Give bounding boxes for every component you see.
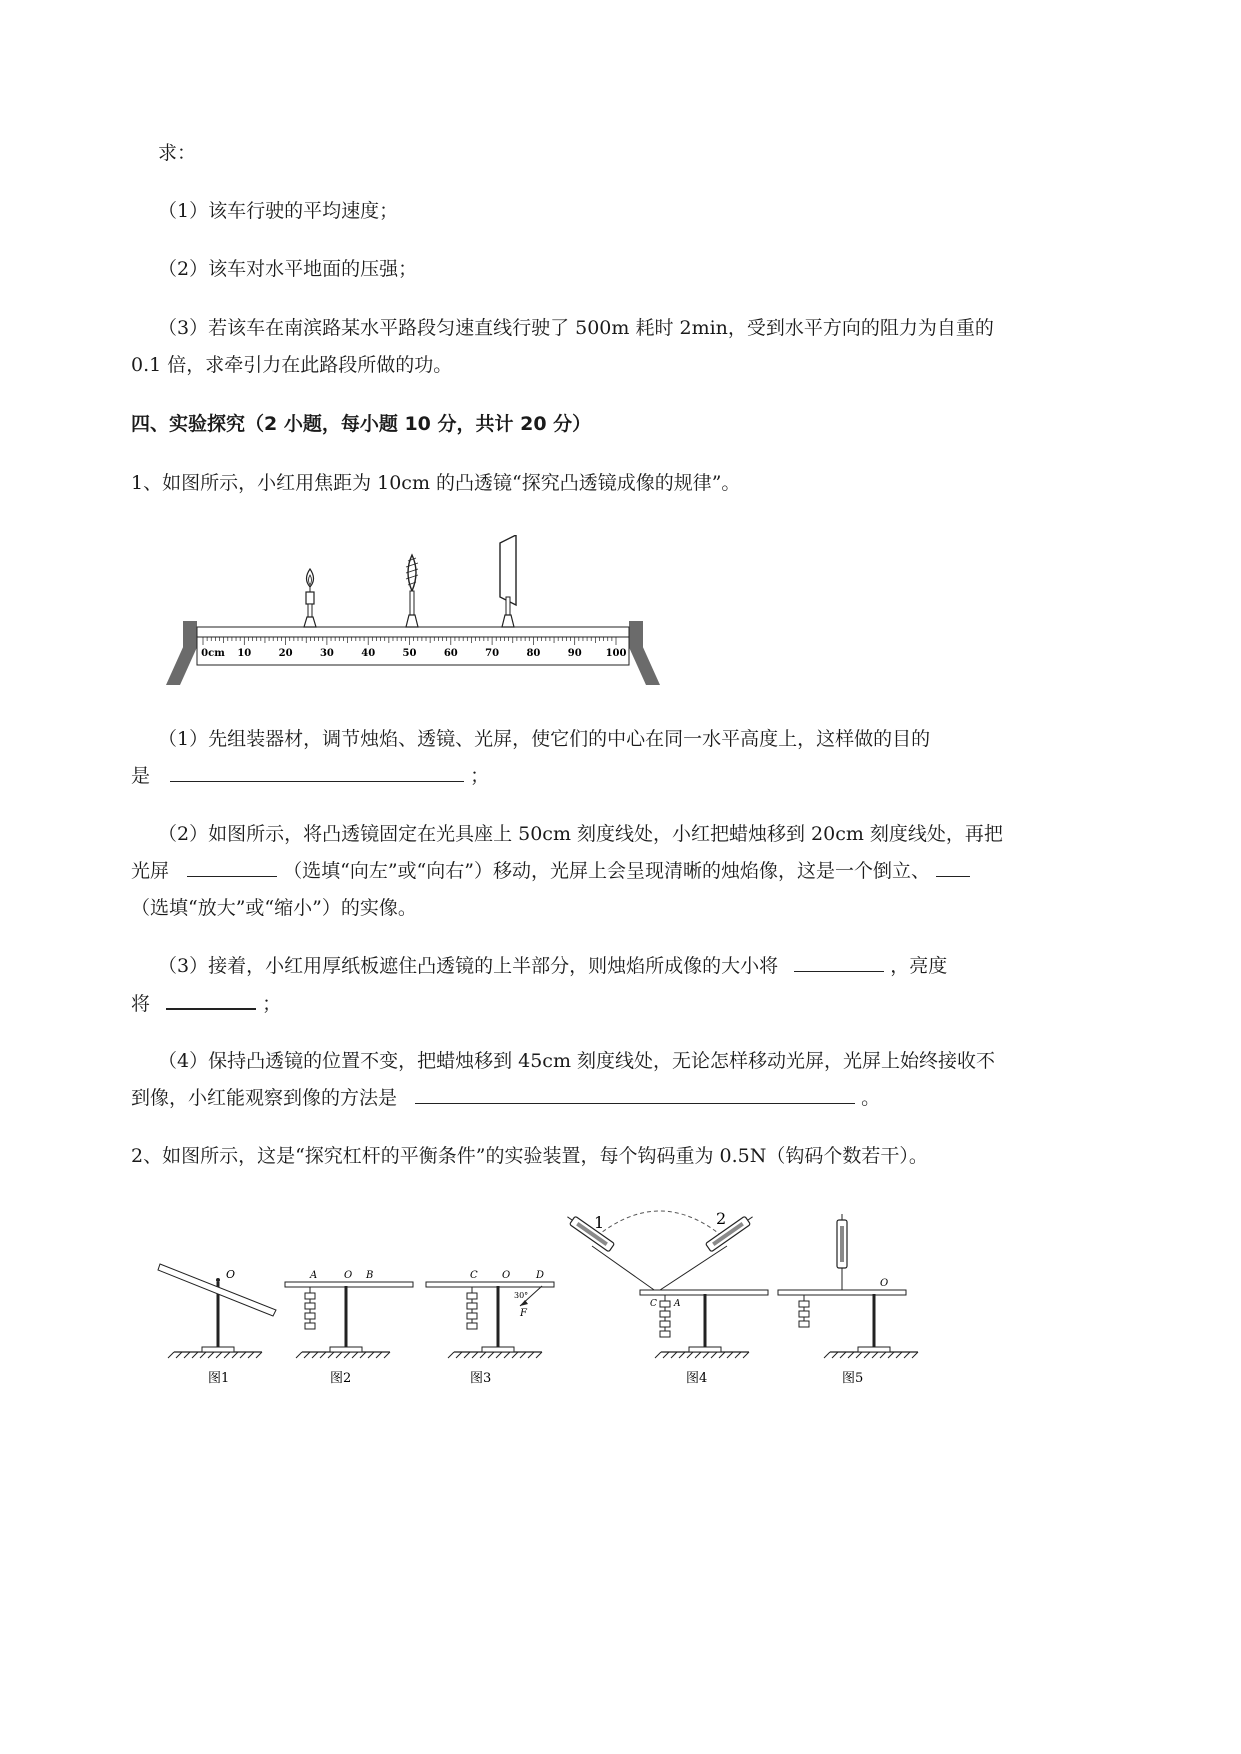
left-end-block: [183, 621, 197, 647]
lever-figure-4: [565, 1209, 768, 1386]
ruler-label-60: 60: [443, 648, 458, 659]
left-leg: [166, 645, 198, 685]
q1-stem: 1、如图所示，小红用焦距为 10cm 的凸透镜“探究凸透镜成像的规律”。: [131, 472, 741, 494]
fig4-spring-2-label: 2: [716, 1209, 727, 1228]
fig3-point-o: O: [502, 1270, 511, 1281]
ruler-label-80: 80: [526, 648, 541, 659]
q1-part4-answer-blank[interactable]: [415, 1085, 855, 1104]
lever-figure-3: [426, 1270, 554, 1386]
q1-part1-line2: [131, 763, 489, 789]
fig1-point-o: O: [226, 1268, 236, 1281]
q1-part4-prefix: 到像，小红能观察到像的方法是: [131, 1087, 398, 1109]
q1-part3-text: （3）接着，小红用厚纸板遮住凸透镜的上半部分，则烛焰所成像的大小将: [158, 955, 779, 977]
q1-part4-line1: （4）保持凸透镜的位置不变，把蜡烛移到 45cm 刻度线处，无论怎样移动光屏，光屏上始终接收不: [158, 1050, 996, 1072]
lever-figures: [150, 1206, 920, 1396]
q1-part4-end: 。: [861, 1087, 881, 1109]
fig4-spring-1-label: 1: [594, 1213, 605, 1232]
ruler-label-20: 20: [278, 648, 293, 659]
lever-figure-5: [778, 1214, 918, 1386]
q1-part3-size-blank[interactable]: [794, 953, 884, 972]
ruler-label-90: 90: [567, 648, 582, 659]
fig2-point-o: O: [344, 1270, 353, 1281]
q1-part2-line1: （2）如图所示，将凸透镜固定在光具座上 50cm 刻度线处，小红把蜡烛移到 20cm 刻度线处，再把: [158, 823, 1003, 845]
convex-lens: [406, 555, 418, 627]
q1-part2-direction-blank[interactable]: [187, 858, 277, 877]
fig2-point-a: A: [310, 1270, 318, 1281]
fig3-angle: 30°: [514, 1291, 529, 1300]
lever-figure-2: [285, 1270, 413, 1386]
optical-bench-figure: [158, 535, 678, 685]
fig4-caption: 图4: [686, 1371, 708, 1386]
q1-part3-brightness-blank[interactable]: [166, 990, 256, 1010]
q1-part1-answer-blank[interactable]: [170, 763, 464, 782]
q1-part1-line1: （1）先组装器材，调节烛焰、透镜、光屏，使它们的中心在同一水平高度上，这样做的目的: [158, 728, 931, 750]
q1-part2-prefix: 光屏: [131, 860, 170, 882]
candle: [304, 569, 316, 627]
q1-part3-prefix: 将: [131, 993, 151, 1015]
ruler-label-10: 10: [237, 648, 252, 659]
q1-part4-line2: [131, 1085, 880, 1111]
ruler-label-30: 30: [319, 648, 334, 659]
fig3-point-d: D: [536, 1270, 545, 1281]
q1-part2-line3: （选填“放大”或“缩小”）的实像。: [131, 897, 417, 919]
q1-part2-size-blank[interactable]: [936, 858, 970, 877]
fig3-force-f: F: [520, 1308, 527, 1319]
intro-label: 求：: [158, 142, 197, 164]
question-3-line-1: （3）若该车在南滨路某水平路段匀速直线行驶了 500m 耗时 2min，受到水平方向的阻力为自重的: [158, 317, 994, 339]
q1-part1-end: ；: [470, 765, 490, 787]
fig4-point-c: C: [650, 1299, 657, 1309]
ruler-label-unit: 0cm: [201, 648, 225, 659]
fig3-caption: 图3: [470, 1371, 492, 1386]
q1-part3-mid: ，亮度: [890, 955, 948, 977]
q1-part2-mid: （选填“向左”或“向右”）移动，光屏上会呈现清晰的烛焰像，这是一个倒立、: [283, 860, 930, 882]
question-2: （2）该车对水平地面的压强；: [158, 258, 418, 280]
fig5-caption: 图5: [842, 1371, 864, 1386]
fig5-point-o: O: [880, 1278, 889, 1289]
fig2-caption: 图2: [330, 1371, 352, 1386]
q2-stem: 2、如图所示，这是“探究杠杆的平衡条件”的实验装置，每个钩码重为 0.5N（钩码个数若干）。: [131, 1145, 928, 1167]
fig1-caption: 图1: [208, 1371, 230, 1386]
question-3-line-2: 0.1 倍，求牵引力在此路段所做的功。: [131, 354, 453, 376]
question-1: （1）该车行驶的平均速度；: [158, 200, 399, 222]
q1-part2-line2: [131, 858, 970, 884]
ruler-label-50: 50: [402, 648, 417, 659]
right-leg: [628, 645, 660, 685]
bench-rail: [197, 627, 629, 637]
ruler-label-40: 40: [361, 648, 376, 659]
ruler-label-70: 70: [485, 648, 500, 659]
right-end-block: [629, 621, 643, 647]
q1-part3-end: ；: [262, 993, 282, 1015]
section-title: 四、实验探究（2 小题，每小题 10 分，共计 20 分）: [131, 413, 592, 435]
fig2-point-b: B: [366, 1270, 374, 1281]
light-screen: [500, 535, 516, 627]
fig4-point-a: A: [674, 1299, 681, 1309]
q1-part1-prefix: 是: [131, 765, 151, 787]
q1-part3-line1: [158, 953, 947, 979]
q1-part3-line2: [131, 990, 281, 1017]
lever-figure-1: [158, 1264, 276, 1386]
fig3-point-c: C: [470, 1270, 478, 1281]
ruler-label-100: 100: [605, 648, 627, 659]
